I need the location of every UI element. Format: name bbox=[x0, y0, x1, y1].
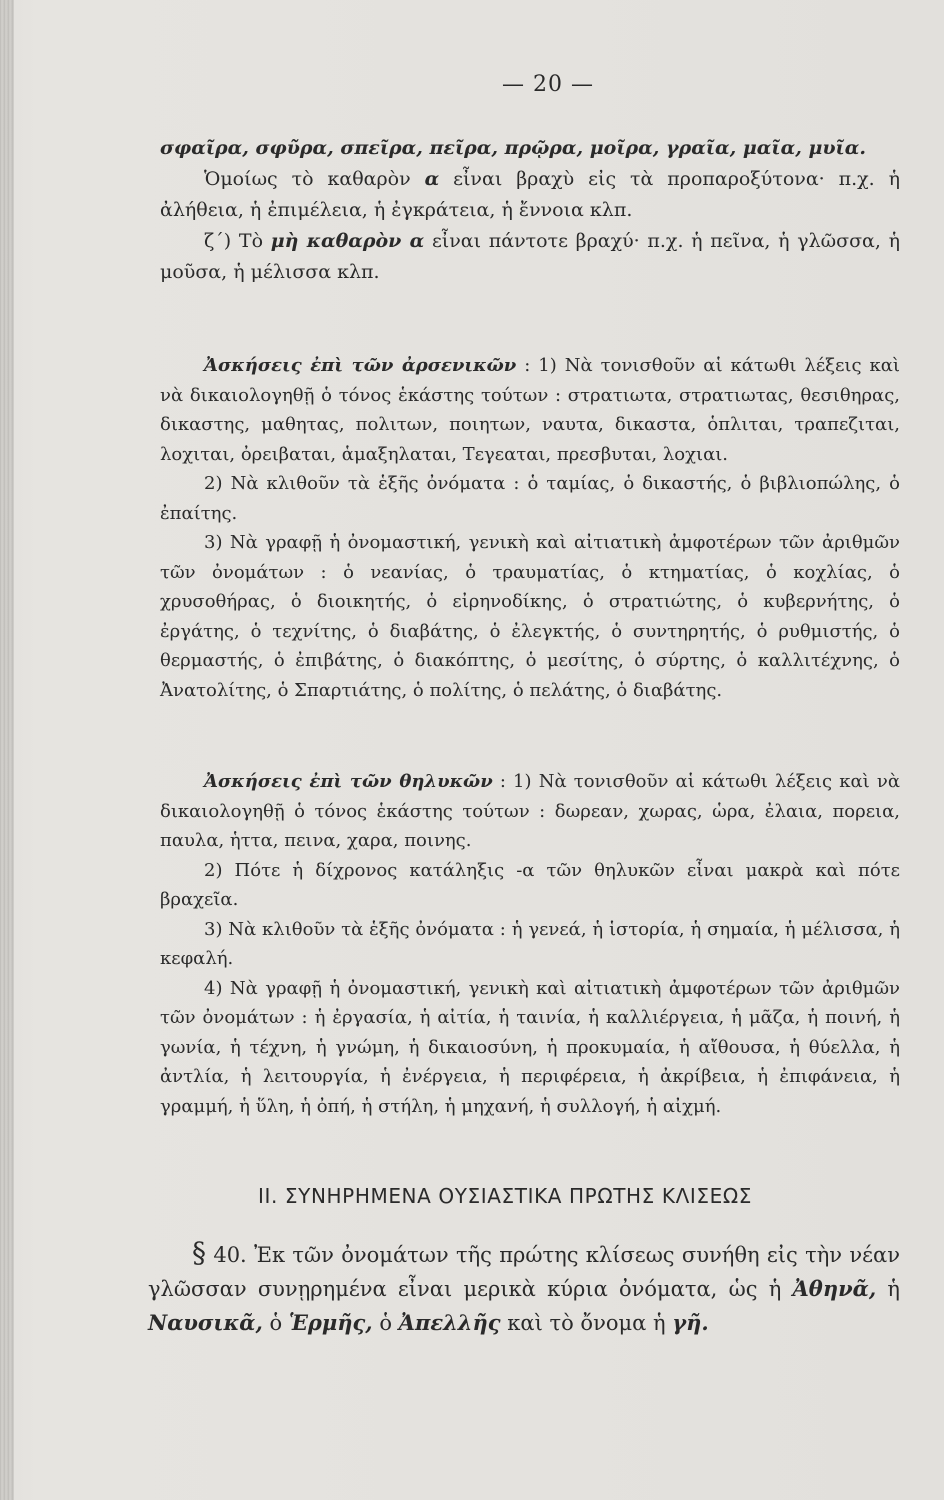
feminine-item-2: 2) Πότε ἡ δίχρονος κατάληξις -α τῶν θηλυκῶν εἶναι μακρὰ καὶ πότε βραχεῖα. bbox=[160, 859, 900, 910]
feminine-item-4: 4) Νὰ γραφῇ ἡ ὀνομαστική, γενικὴ καὶ αἰτιατικὴ ἀμφοτέρων τῶν ἀριθμῶν τῶν ὀνομάτων : ἡ ἐργασία, ἡ αἰτία, ἡ ταινία, ἡ καλλιέργεια, ἡ μᾶζα, ἡ ποινή, ἡ γωνία, ἡ τέχνη, ἡ γνώμη, ἡ δικαιοσύνη, ἡ προκυμαία, ἡ αἴθουσα, ἡ θύελλα, ἡ ἀντλία, ἡ λειτουργία, ἡ ἐνέργεια, ἡ περιφέρεια, ἡ ἀκρίβεια, ἡ ἐπιφάνεια, ἡ γραμμή, ἡ ὕλη, ἡ ὀπή, ἡ στήλη, ἡ μηχανή, ἡ συλλογή, ἡ αἰχμή. bbox=[160, 977, 900, 1117]
masculine-label: Ἀσκήσεις ἐπὶ τῶν ἀρσενικῶν bbox=[204, 355, 517, 376]
section-number: 40. bbox=[213, 1243, 247, 1267]
section-40: § 40. Ἐκ τῶν ὀνομάτων τῆς πρώτης κλίσεως συνήθη εἰς τὴν νέαν γλῶσσαν συνῃρημένα εἶναι μερικὰ κύρια ὀνόματα, ὡς ἡ Ἀθηνᾶ, ἡ Ναυσικᾶ, ὁ Ἑρμῆς, ὁ Ἀπελλῆς καὶ τὸ ὄνομα ἡ γῆ. bbox=[148, 1236, 900, 1335]
masculine-item-2: 2) Νὰ κλιθοῦν τὰ ἑξῆς ὀνόματα : ὁ ταμίας, ὁ δικαστής, ὁ βιβλιοπώλης, ὁ ἐπαίτης. bbox=[160, 473, 900, 524]
intro-block bbox=[160, 133, 900, 288]
rule-pure-alpha: Ὁμοίως τὸ καθαρὸν α εἶναι βραχὺ εἰς τὰ προπαροξύτονα· π.χ. ἡ ἀλήθεια, ἡ ἐπιμέλεια, ἡ ἐγκράτεια, ἡ ἔννοια κλπ. bbox=[160, 168, 901, 221]
intro-words bbox=[160, 133, 900, 164]
feminine-item-1: Ἀσκήσεις ἐπὶ τῶν θηλυκῶν : 1) Νὰ τονισθοῦν αἱ κάτωθι λέξεις καὶ νὰ δικαιολογηθῇ ὁ τόνος ἑκάστης τούτων : δωρεαν, χωρας, ὡρα, ἐλαια, πορεια, παυλα, ἡττα, πεινα, χαρα, ποινης. bbox=[160, 771, 900, 851]
feminine-item-3: 3) Νὰ κλιθοῦν τὰ ἑξῆς ὀνόματα : ἡ γενεά, ἡ ἱστορία, ἡ σημαία, ἡ μέλισσα, ἡ κεφαλή. bbox=[160, 918, 900, 969]
masculine-item-3: 3) Νὰ γραφῇ ἡ ὀνομαστική, γενικὴ καὶ αἰτιατικὴ ἀμφοτέρων τῶν ἀριθμῶν τῶν ὀνομάτων : ὁ νεανίας, ὁ τραυματίας, ὁ κτηματίας, ὁ κοχλίας, ὁ χρυσοθήρας, ὁ διοικητής, ὁ εἰρηνοδίκης, ὁ στρατιώτης, ὁ κυβερνήτης, ὁ ἐργάτης, ὁ τεχνίτης, ὁ διαβάτης, ὁ ἐλεγκτής, ὁ συντηρητής, ὁ ρυθμιστής, ὁ θερμαστής, ὁ ἐπιβάτης, ὁ διακόπτης, ὁ μεσίτης, ὁ σύρτης, ὁ καλλιτέχνης, ὁ Ἀνατολίτης, ὁ Σπαρτιάτης, ὁ πολίτης, ὁ πελάτης, ὁ διαβάτης. bbox=[160, 532, 900, 701]
section-heading: ΙΙ. ΣΥΝΗΡΗΜΕΝΑ ΟΥΣΙΑΣΤΙΚΑ ΠΡΩΤΗΣ ΚΛΙΣΕΩΣ bbox=[258, 1184, 752, 1208]
feminine-exercises bbox=[160, 767, 900, 1121]
feminine-label: Ἀσκήσεις ἐπὶ τῶν θηλυκῶν bbox=[204, 771, 493, 792]
masculine-item-1: Ἀσκήσεις ἐπὶ τῶν ἀρσενικῶν : 1) Νὰ τονισθοῦν αἱ κάτωθι λέξεις καὶ νὰ δικαιολογηθῇ ὁ τόνος ἑκάστης τούτων : στρατιωτα, στρατιωτας, θεσιθηρας, δικαστης, μαθητας, πολιτων, ποιητων, ναυτα, δικαστα, ὁπλιται, τραπεζιται, λοχιται, ὀρειβαται, ἁμαξηλαται, Τεγεαται, πρεσβυται, λοχιαι. bbox=[160, 355, 900, 465]
page-edge bbox=[0, 0, 14, 1500]
section-symbol: § bbox=[192, 1236, 206, 1269]
word-list: σφαῖρα, σφῦρα, σπεῖρα, πεῖρα, πρῷρα, μοῖρα, γραῖα, μαῖα, μυῖα. bbox=[160, 137, 866, 159]
masculine-exercises bbox=[160, 351, 900, 705]
page-number: — 20 — bbox=[502, 72, 594, 97]
rule-impure-alpha: ζ´) Τὸ μὴ καθαρὸν α εἶναι πάντοτε βραχύ· π.χ. ἡ πεῖνα, ἡ γλῶσσα, ἡ μοῦσα, ἡ μέλισσα κλπ. bbox=[160, 230, 900, 283]
